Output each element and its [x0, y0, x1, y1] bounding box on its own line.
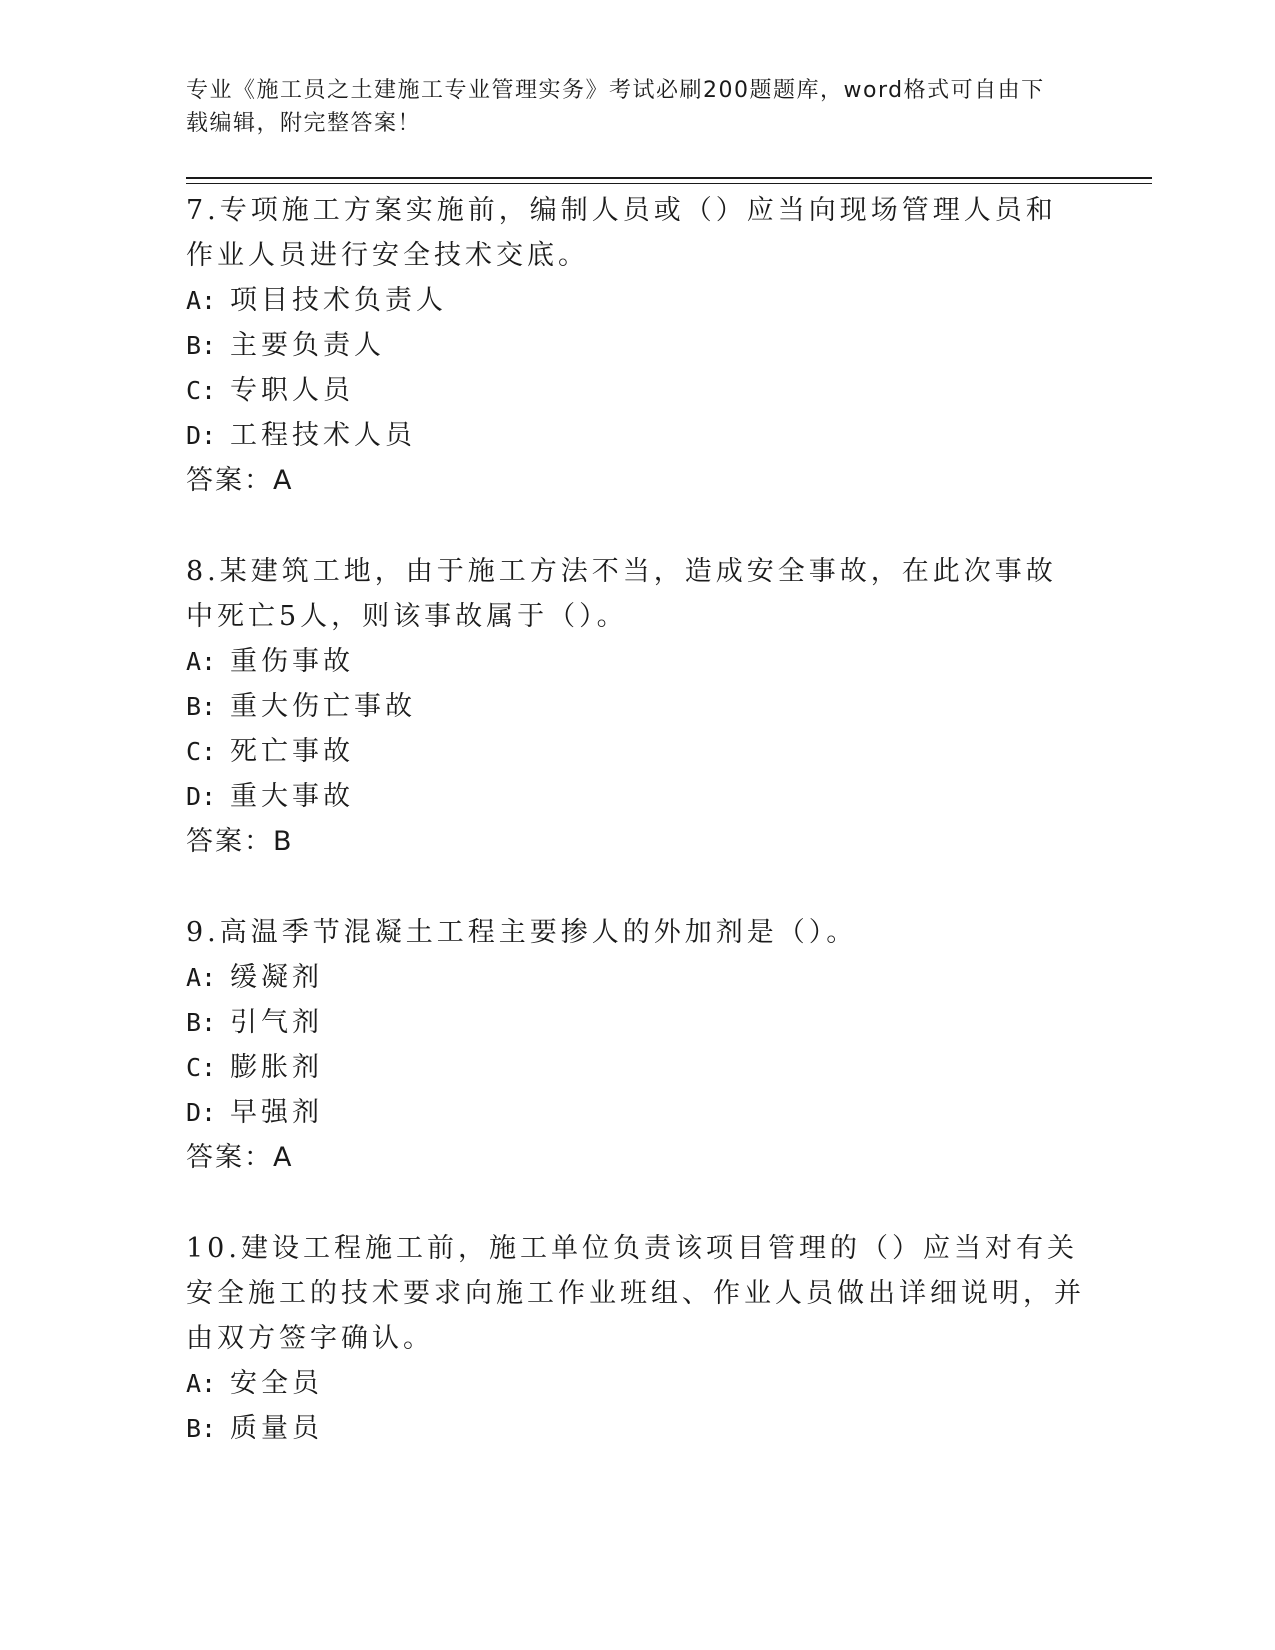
option-text: 主要负责人 — [230, 330, 385, 361]
option-key: A: — [186, 963, 217, 992]
option-key: D: — [186, 421, 217, 450]
option-text: 质量员 — [230, 1413, 323, 1444]
option-key: A: — [186, 1369, 217, 1398]
question-list — [186, 188, 1086, 1451]
option-key: A: — [186, 647, 217, 676]
option-b — [186, 1406, 1086, 1451]
option-c — [186, 729, 1086, 774]
option-text: 工程技术人员 — [230, 420, 416, 451]
option-key: C: — [186, 737, 217, 766]
option-a — [186, 955, 1086, 1000]
option-key: B: — [186, 1008, 217, 1037]
option-text: 专职人员 — [230, 375, 354, 406]
option-text: 缓凝剂 — [230, 962, 323, 993]
option-text: 项目技术负责人 — [230, 285, 447, 316]
option-text: 膨胀剂 — [230, 1052, 323, 1083]
question-text: 8.某建筑工地，由于施工方法不当，造成安全事故，在此次事故中死亡5人，则该事故属于（）。 — [186, 556, 1057, 632]
question-text: 7.专项施工方案实施前，编制人员或（）应当向现场管理人员和作业人员进行安全技术交底。 — [186, 195, 1057, 271]
option-c — [186, 368, 1086, 413]
option-key: B: — [186, 692, 217, 721]
option-key: D: — [186, 1098, 217, 1127]
question-text: 10.建设工程施工前，施工单位负责该项目管理的（）应当对有关安全施工的技术要求向施工作业班组、作业人员做出详细说明，并由双方签字确认。 — [186, 1233, 1085, 1354]
option-c — [186, 1045, 1086, 1090]
option-d — [186, 1090, 1086, 1135]
spacer — [186, 864, 1086, 910]
option-text: 死亡事故 — [230, 736, 354, 767]
option-a — [186, 639, 1086, 684]
option-text: 重大事故 — [230, 781, 354, 812]
spacer — [186, 1180, 1086, 1226]
option-text: 重大伤亡事故 — [230, 691, 416, 722]
spacer — [186, 503, 1086, 549]
option-key: C: — [186, 376, 217, 405]
option-b — [186, 1000, 1086, 1045]
question-7 — [186, 188, 1086, 503]
option-d — [186, 774, 1086, 819]
question-9 — [186, 910, 1086, 1180]
question-8 — [186, 549, 1086, 864]
option-d — [186, 413, 1086, 458]
page-header: 专业《施工员之土建施工专业管理实务》考试必刷200题题库，word格式可自由下载编辑，附完整答案！ — [186, 78, 1045, 136]
option-text: 引气剂 — [230, 1007, 323, 1038]
answer-text: 答案：A — [186, 465, 294, 496]
option-key: D: — [186, 782, 217, 811]
option-key: A: — [186, 286, 217, 315]
question-10 — [186, 1226, 1086, 1451]
answer-text: 答案：A — [186, 1142, 294, 1173]
option-key: B: — [186, 1414, 217, 1443]
header-divider-thick — [186, 177, 1152, 179]
option-text: 早强剂 — [230, 1097, 323, 1128]
option-a — [186, 1361, 1086, 1406]
option-text: 重伤事故 — [230, 646, 354, 677]
header-divider-thin — [186, 183, 1152, 184]
option-text: 安全员 — [230, 1368, 323, 1399]
question-text: 9.高温季节混凝土工程主要掺人的外加剂是（）。 — [186, 917, 858, 948]
answer-text: 答案：B — [186, 826, 294, 857]
option-key: B: — [186, 331, 217, 360]
option-b — [186, 684, 1086, 729]
option-a — [186, 278, 1086, 323]
option-key: C: — [186, 1053, 217, 1082]
option-b — [186, 323, 1086, 368]
